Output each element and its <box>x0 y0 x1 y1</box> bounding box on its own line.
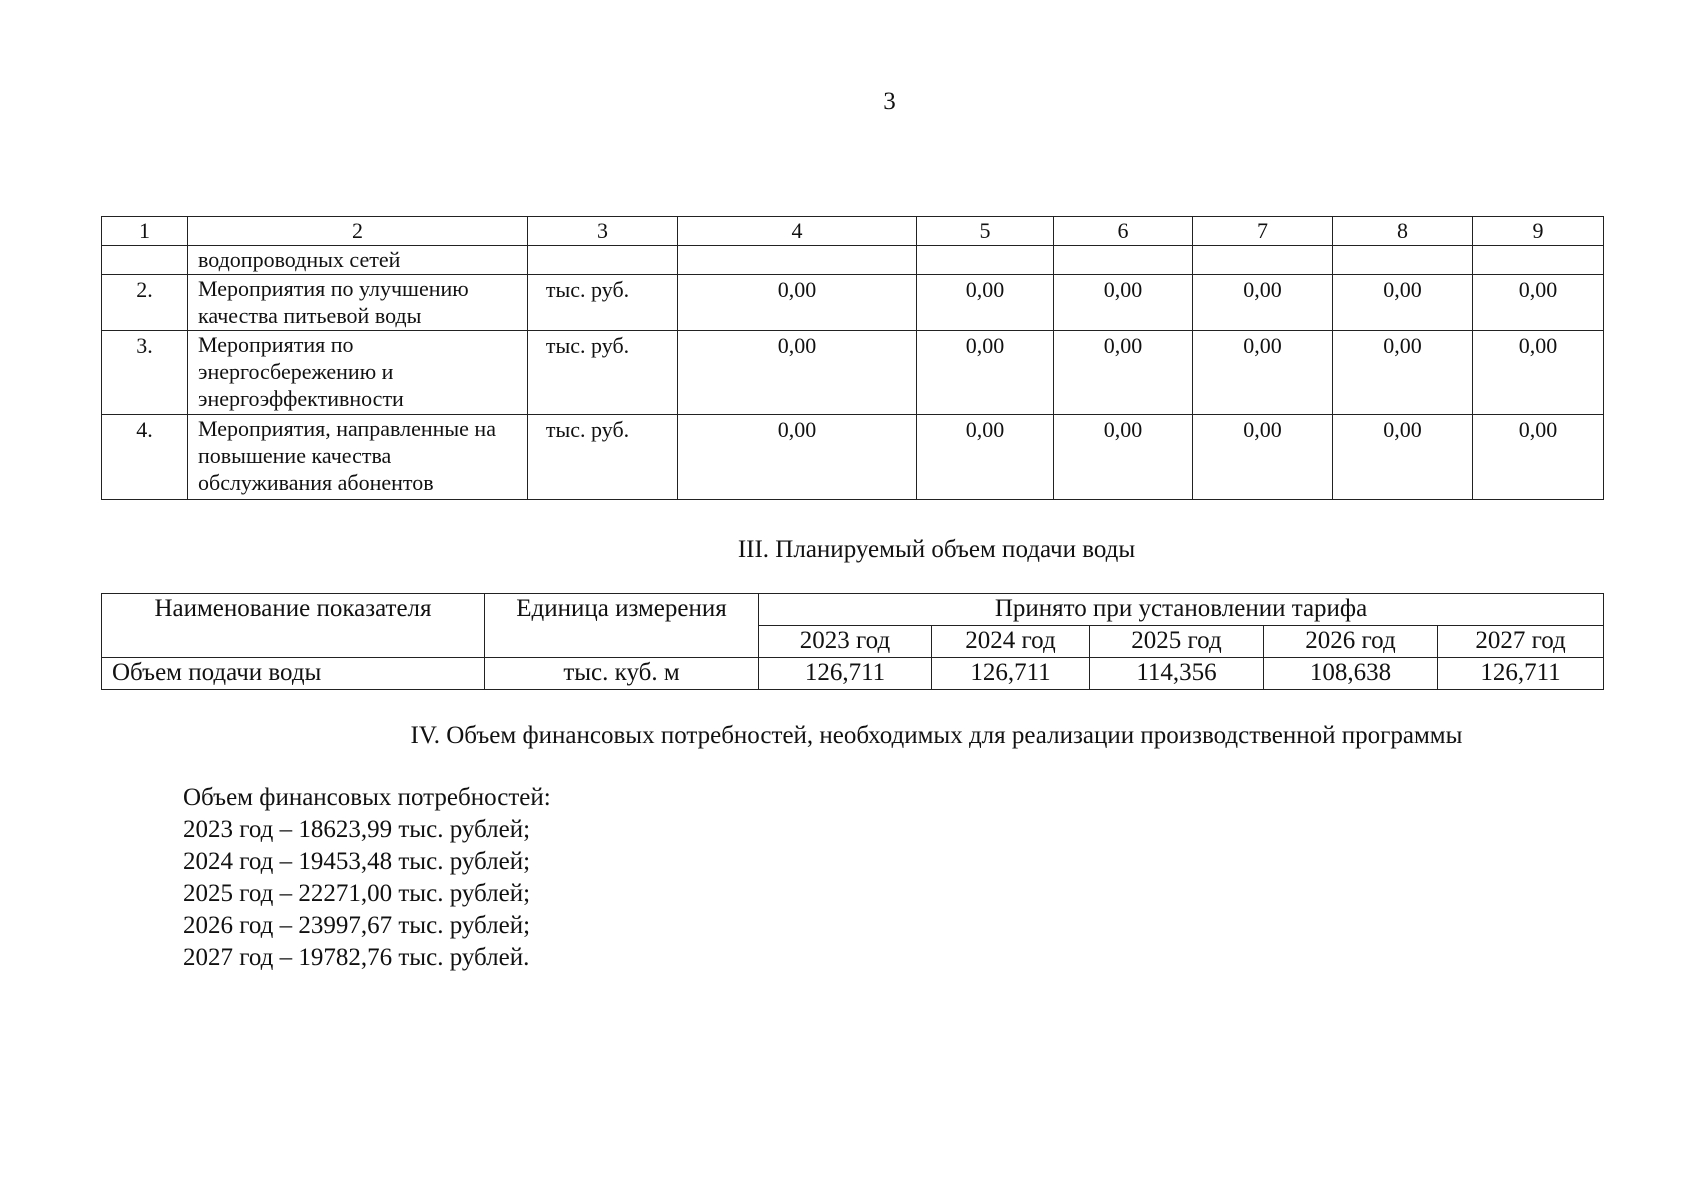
row-value: 0,00 <box>678 331 917 415</box>
column-number-8: 8 <box>1333 217 1473 246</box>
column-number-2: 2 <box>188 217 528 246</box>
row-value: 0,00 <box>1333 415 1473 500</box>
row-number: 2. <box>102 275 188 331</box>
row-name: Объем подачи воды <box>102 658 485 690</box>
row-value: 0,00 <box>1054 331 1193 415</box>
financial-intro: Объем финансовых потребностей: <box>183 784 551 811</box>
row-value: 0,00 <box>917 331 1054 415</box>
financial-needs-block <box>183 782 551 974</box>
year-header: 2023 год <box>759 626 932 658</box>
column-number-1: 1 <box>102 217 188 246</box>
row-value: 0,00 <box>1193 415 1333 500</box>
column-header-name: Наименование показателя <box>102 594 485 658</box>
row-value: 0,00 <box>1054 275 1193 331</box>
row-value: 0,00 <box>917 275 1054 331</box>
table-row <box>102 658 1604 690</box>
column-number-3: 3 <box>528 217 678 246</box>
table-header-row <box>102 217 1604 246</box>
year-header: 2027 год <box>1438 626 1604 658</box>
table-row <box>102 275 1604 331</box>
row-name: Мероприятия, направленные на повышение качества обслуживания абонентов <box>188 415 528 500</box>
row-value: 126,711 <box>759 658 932 690</box>
financial-line: 2026 год – 23997,67 тыс. рублей; <box>183 912 531 939</box>
financial-line: 2027 год – 19782,76 тыс. рублей. <box>183 944 530 971</box>
water-supply-volume-table <box>101 593 1604 690</box>
row-unit: тыс. руб. <box>528 275 678 331</box>
column-number-9: 9 <box>1473 217 1604 246</box>
row-number: 4. <box>102 415 188 500</box>
column-header-unit: Единица измерения <box>485 594 759 658</box>
row-unit: тыс. руб. <box>528 331 678 415</box>
table-row <box>102 415 1604 500</box>
page-number: 3 <box>883 88 896 115</box>
row-value: 0,00 <box>1473 331 1604 415</box>
table-row <box>102 331 1604 415</box>
row-value: 126,711 <box>932 658 1090 690</box>
row-value: 0,00 <box>1193 275 1333 331</box>
row-value: 114,356 <box>1090 658 1264 690</box>
row-value: 126,711 <box>1438 658 1604 690</box>
year-header: 2026 год <box>1264 626 1438 658</box>
row-number: 3. <box>102 331 188 415</box>
column-number-4: 4 <box>678 217 917 246</box>
section-4-title: IV. Объем финансовых потребностей, необходимых для реализации производственной программы <box>410 722 1463 749</box>
section-3-title: III. Планируемый объем подачи воды <box>737 536 1136 563</box>
column-number-5: 5 <box>917 217 1054 246</box>
column-number-6: 6 <box>1054 217 1193 246</box>
column-number-7: 7 <box>1193 217 1333 246</box>
table-header-row <box>102 594 1604 626</box>
financial-line: 2023 год – 18623,99 тыс. рублей; <box>183 816 531 843</box>
row-value: 0,00 <box>678 275 917 331</box>
row-value: 0,00 <box>1473 415 1604 500</box>
year-header: 2025 год <box>1090 626 1264 658</box>
row-value: 0,00 <box>678 415 917 500</box>
financial-line: 2024 год – 19453,48 тыс. рублей; <box>183 848 531 875</box>
row-value: 0,00 <box>1054 415 1193 500</box>
row-value: 108,638 <box>1264 658 1438 690</box>
row-value: 0,00 <box>1473 275 1604 331</box>
row-value: 0,00 <box>1333 275 1473 331</box>
column-group-header: Принято при установлении тарифа <box>759 594 1604 626</box>
row-unit: тыс. руб. <box>528 415 678 500</box>
financial-line: 2025 год – 22271,00 тыс. рублей; <box>183 880 531 907</box>
row-name: Мероприятия по энергосбережению и энергоэффективности <box>188 331 528 415</box>
row-value: 0,00 <box>1333 331 1473 415</box>
table-row <box>102 246 1604 275</box>
measures-table <box>101 216 1604 500</box>
row-name: водопроводных сетей <box>188 246 528 275</box>
row-name: Мероприятия по улучшению качества питьевой воды <box>188 275 528 331</box>
year-header: 2024 год <box>932 626 1090 658</box>
row-value: 0,00 <box>1193 331 1333 415</box>
row-unit: тыс. куб. м <box>485 658 759 690</box>
row-value: 0,00 <box>917 415 1054 500</box>
